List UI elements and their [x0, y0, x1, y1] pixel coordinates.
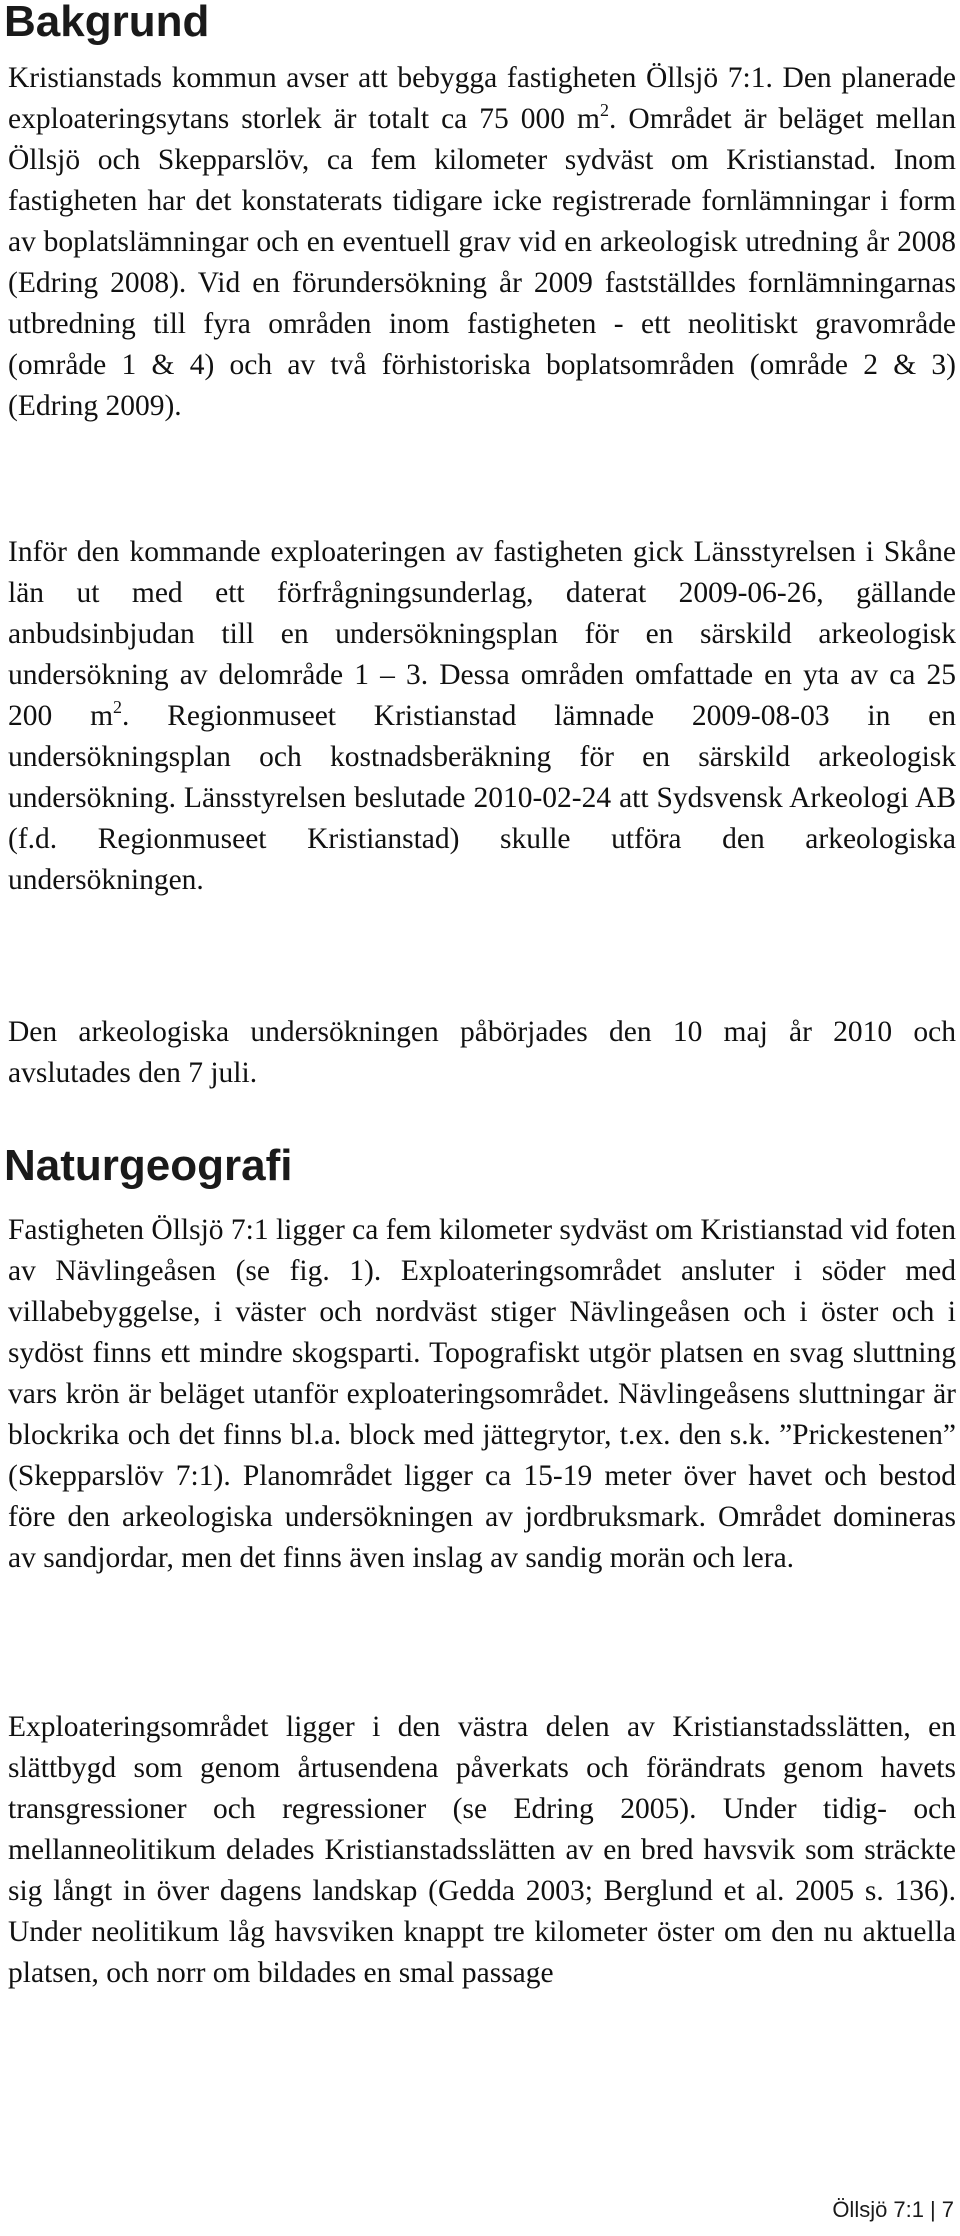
paragraph-text: . Området är beläget mellan Öllsjö och Skepparslöv, ca fem kilometer sydväst om Kristianstad. Inom fastigheten har det konstaterats tidigare icke registrerade fornlämningar i form av boplatslämningar och en eventuell grav vid en arkeologisk utredning år 2008 (Edring 2008). Vid en förundersökning år 2009 fastställdes fornlämningarnas utbredning till fyra områden inom fastigheten - ett neolitiskt gravområde (område 1 & 4) och av två förhistoriska boplatsområden (område 2 & 3) (Edring 2009).	[8, 103, 956, 422]
paragraph-naturgeografi-1	[8, 1210, 956, 1579]
paragraph-background-2	[8, 532, 956, 901]
footer-doc-title: Öllsjö 7:1	[832, 2197, 925, 2222]
superscript: 2	[113, 697, 123, 717]
paragraph-naturgeografi-2	[8, 1707, 956, 1994]
paragraph-text: Den arkeologiska undersökningen påbörjades den 10 maj år 2010 och avslutades den 7 juli.	[8, 1016, 956, 1089]
section-heading-bakgrund: Bakgrund	[4, 0, 210, 46]
paragraph-background-3	[8, 1012, 956, 1094]
paragraph-text: Inför den kommande exploateringen av fastigheten gick Länsstyrelsen i Skåne län ut med ett förfrågningsunderlag, daterat 2009-06-26, gällande anbudsinbjudan till en undersökningsplan för en särskild arkeologisk undersökning av delområde 1 – 3. Dessa områden omfattade en yta av ca 25 200 m	[8, 536, 956, 732]
footer-separator: |	[930, 2197, 936, 2222]
paragraph-text: Fastigheten Öllsjö 7:1 ligger ca fem kilometer sydväst om Kristianstad vid foten av Nävlingeåsen (se fig. 1). Exploateringsområdet ansluter i söder med villabebyggelse, i väster och nordväst stiger Nävlingeåsen och i öster och i sydöst finns ett mindre skogsparti. Topografiskt utgör platsen en svag sluttning vars krön är beläget utanför exploateringsområdet. Nävlingeåsens sluttningar är blockrika och det finns bl.a. block med jättegrytor, t.ex. den s.k. ”Prickestenen” (Skepparslöv 7:1). Planområdet ligger ca 15-19 meter över havet och bestod före den arkeologiska undersökningen av jordbruksmark. Området domineras av sandjordar, men det finns även inslag av sandig morän och lera.	[8, 1214, 956, 1574]
paragraph-text: . Regionmuseet Kristianstad lämnade 2009-08-03 in en undersökningsplan och kostnadsberäkning för en särskild arkeologisk undersökning. Länsstyrelsen beslutade 2010-02-24 att Sydsvensk Arkeologi AB (f.d. Regionmuseet Kristianstad) skulle utföra den arkeologiska undersökningen.	[8, 700, 956, 896]
page-number: 7	[941, 2197, 954, 2222]
section-heading-naturgeografi: Naturgeografi	[4, 1141, 293, 1190]
page-footer	[832, 2196, 954, 2224]
superscript: 2	[600, 100, 609, 120]
paragraph-text: Kristianstads kommun avser att bebygga fastigheten Öllsjö 7:1. Den planerade exploateringsytans storlek är totalt ca 75 000 m	[8, 62, 956, 135]
paragraph-text: Exploateringsområdet ligger i den västra delen av Kristianstadsslätten, en slättbygd som genom årtusendena påverkats och förändrats genom havets transgressioner och regressioner (se Edring 2005). Under tidig- och mellanneolitikum delades Kristianstadsslätten av en bred havsvik som sträckte sig långt in över dagens landskap (Gedda 2003; Berglund et al. 2005 s. 136). Under neolitikum låg havsviken knappt tre kilometer öster om den nu aktuella platsen, och norr om bildades en smal passage	[8, 1711, 956, 1989]
paragraph-background-1	[8, 58, 956, 427]
